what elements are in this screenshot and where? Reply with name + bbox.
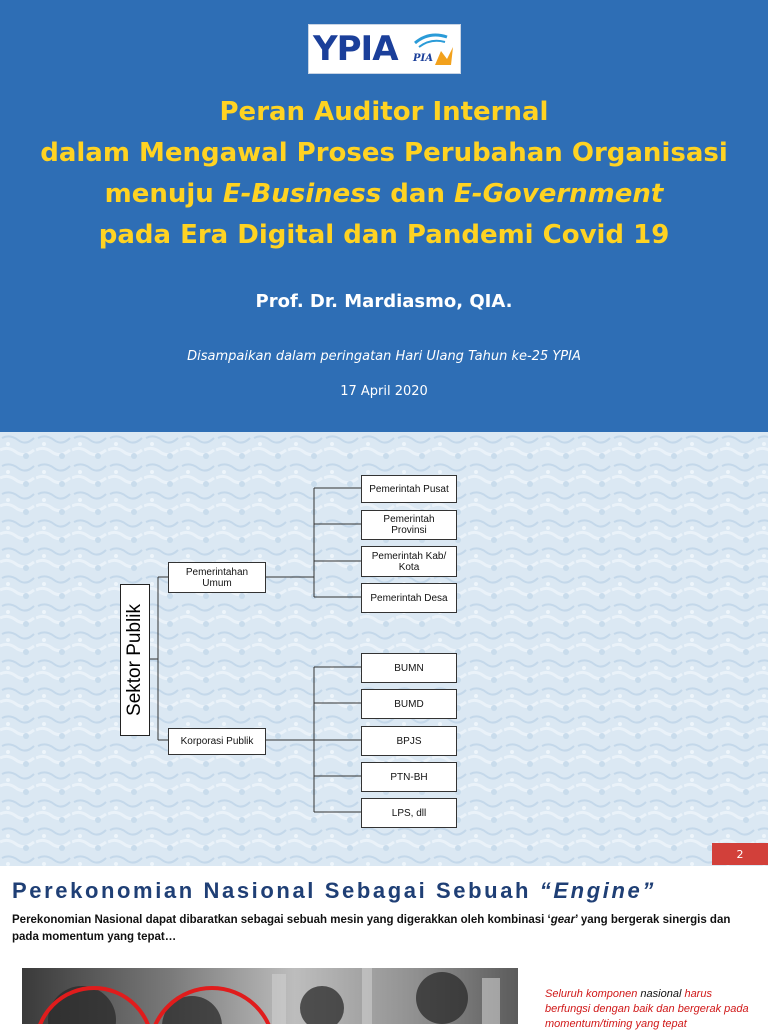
presentation-date: 17 April 2020 <box>340 384 428 399</box>
logo-small-text: PIA <box>413 53 433 64</box>
node-lps-dll: LPS, dll <box>361 798 457 828</box>
node-pemerintah-desa: Pemerintah Desa <box>361 583 457 613</box>
title-line-4: pada Era Digital dan Pandemi Covid 19 <box>98 220 670 250</box>
slide3-title: Perekonomian Nasional Sebagai Sebuah “Engine” <box>12 878 656 903</box>
node-bumn: BUMN <box>361 653 457 683</box>
node-pemerintah-provinsi: Pemerintah Provinsi <box>361 510 457 540</box>
slide3-side-note: Seluruh komponen nasional harus berfungsi dengan baik dan bergerak pada momentum/timing yang tepat <box>545 988 749 1030</box>
title-line-1: Peran Auditor Internal <box>219 97 549 127</box>
slide3-description: Perekonomian Nasional dapat dibaratkan sebagai sebuah mesin yang digerakkan oleh kombinasi ‘gear’ yang bergerak sinergis dan pada momentum yang tepat… <box>12 914 731 943</box>
occasion-text: Disampaikan dalam peringatan Hari Ulang Tahun ke-25 YPIA <box>187 349 581 364</box>
title-line-2: dalam Mengawal Proses Perubahan Organisasi <box>40 138 728 168</box>
node-pemerintahan-umum: Pemerintahan Umum <box>168 562 266 593</box>
node-bumd: BUMD <box>361 689 457 719</box>
page-number: 2 <box>712 843 768 865</box>
node-pemerintah-pusat: Pemerintah Pusat <box>361 475 457 503</box>
node-bpjs: BPJS <box>361 726 457 756</box>
title-line-3: menuju E-Business dan E-Government <box>104 179 664 209</box>
gear-icon <box>22 968 518 1024</box>
gears-photo <box>22 968 518 1024</box>
node-korporasi-publik: Korporasi Publik <box>168 728 266 755</box>
author-name: Prof. Dr. Mardiasmo, QIA. <box>255 291 513 312</box>
root-node-sektor-publik: Sektor Publik <box>120 584 150 736</box>
logo-text: YPIA <box>313 29 398 69</box>
node-ptn-bh: PTN-BH <box>361 762 457 792</box>
node-pemerintah-kab-kota: Pemerintah Kab/ Kota <box>361 546 457 577</box>
